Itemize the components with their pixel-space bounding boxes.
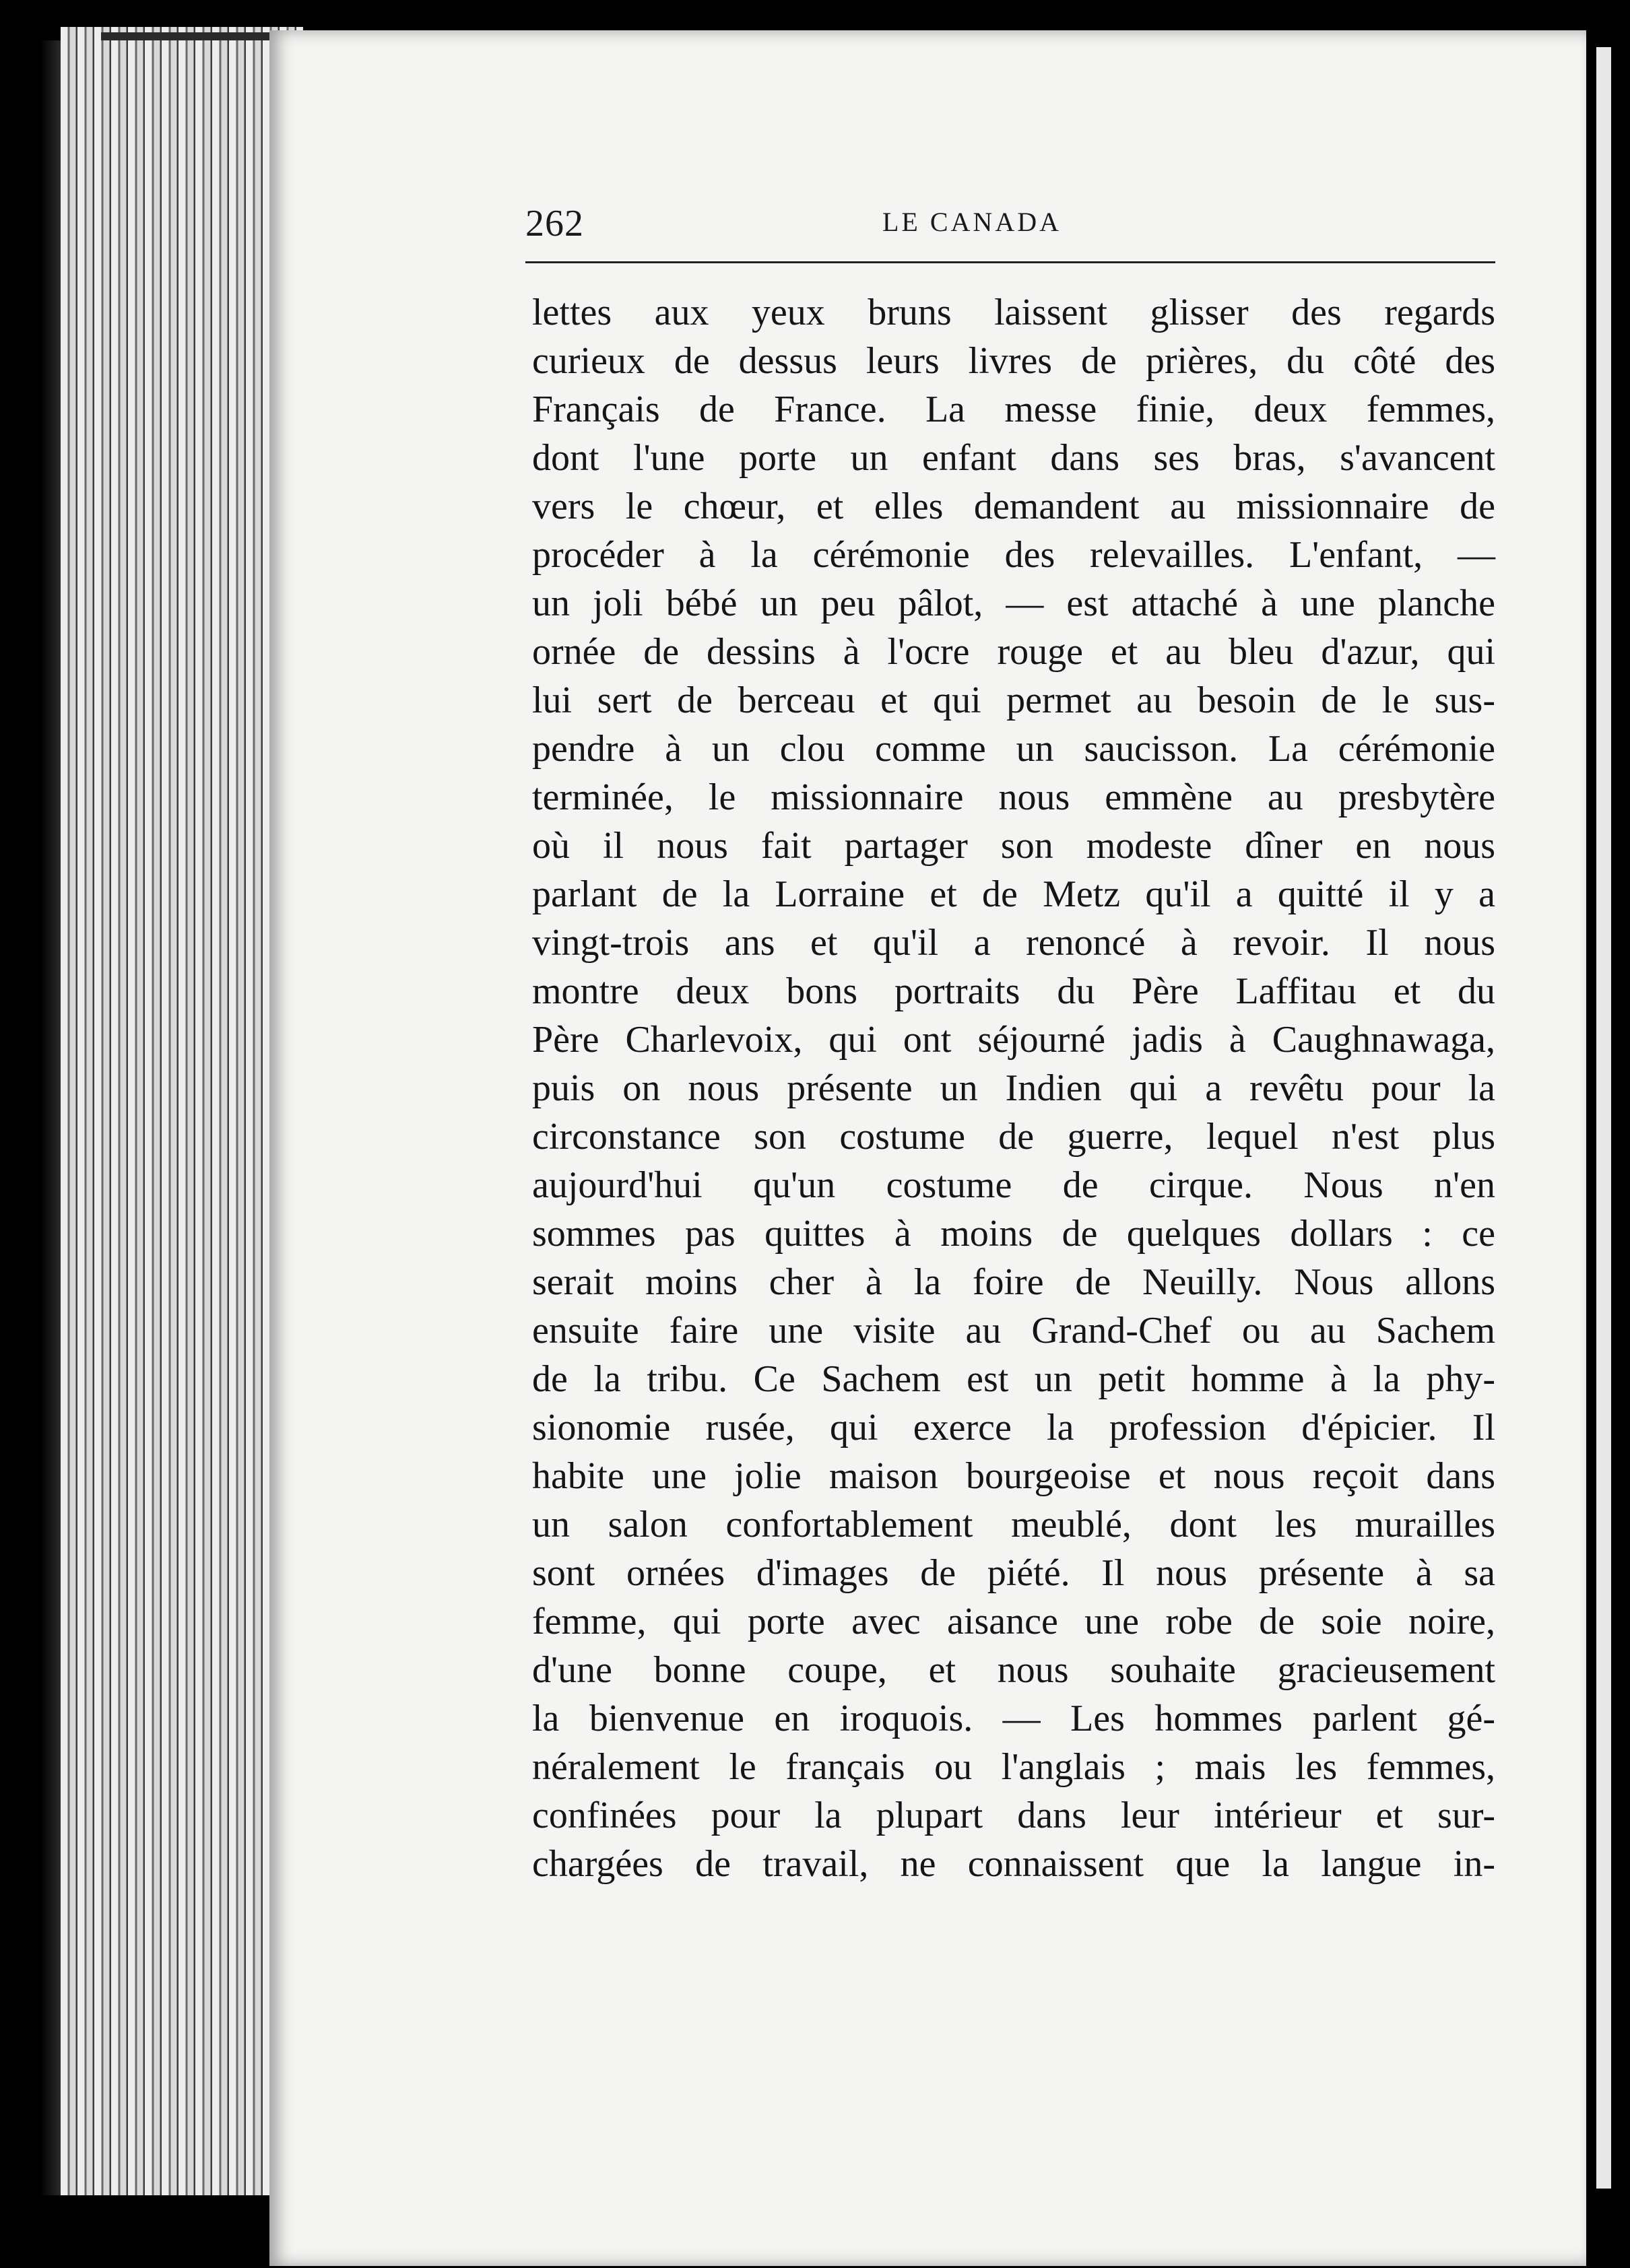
text-line: néralement le français ou l'anglais ; mais les femmes, (532, 1746, 1495, 1788)
next-page-edge (1596, 47, 1611, 2189)
text-line: où il nous fait partager son modeste dîner en nous (532, 825, 1495, 867)
header-rule (525, 261, 1495, 263)
text-line: femme, qui porte avec aisance une robe de soie noire, (532, 1601, 1495, 1642)
text-line: serait moins cher à la foire de Neuilly. Nous allons (532, 1261, 1495, 1303)
body-text (532, 288, 1495, 1888)
text-line: circonstance son costume de guerre, lequel n'est plus (532, 1116, 1495, 1158)
stacked-page-edges (61, 27, 303, 2195)
text-line: puis on nous présente un Indien qui a revêtu pour la (532, 1067, 1495, 1109)
text-line: sommes pas quittes à moins de quelques dollars : ce (532, 1213, 1495, 1255)
text-line: de la tribu. Ce Sachem est un petit homme à la phy- (532, 1358, 1495, 1400)
page-number: 262 (525, 203, 584, 244)
text-line: vingt-trois ans et qu'il a renoncé à revoir. Il nous (532, 922, 1495, 964)
text-line: ornée de dessins à l'ocre rouge et au bleu d'azur, qui (532, 631, 1495, 673)
text-line: ensuite faire une visite au Grand-Chef ou au Sachem (532, 1310, 1495, 1352)
text-line: sont ornées d'images de piété. Il nous présente à sa (532, 1552, 1495, 1594)
running-head: LE CANADA (882, 207, 1062, 237)
page-header (525, 202, 1495, 256)
text-line: chargées de travail, ne connaissent que la langue in- (532, 1843, 1495, 1885)
text-line: aujourd'hui qu'un costume de cirque. Nous n'en (532, 1164, 1495, 1206)
text-line: vers le chœur, et elles demandent au missionnaire de (532, 486, 1495, 527)
text-line: procéder à la cérémonie des relevailles. L'enfant, — (532, 534, 1495, 576)
text-line: la bienvenue en iroquois. — Les hommes parlent gé- (532, 1698, 1495, 1739)
text-line: dont l'une porte un enfant dans ses bras, s'avancent (532, 437, 1495, 479)
text-line: Français de France. La messe finie, deux femmes, (532, 389, 1495, 430)
text-line: habite une jolie maison bourgeoise et nous reçoit dans (532, 1455, 1495, 1497)
text-line: curieux de dessus leurs livres de prières, du côté des (532, 340, 1495, 382)
text-line: Père Charlevoix, qui ont séjourné jadis à Caughnawaga, (532, 1019, 1495, 1061)
text-line: montre deux bons portraits du Père Laffitau et du (532, 970, 1495, 1012)
text-line: d'une bonne coupe, et nous souhaite gracieusement (532, 1649, 1495, 1691)
text-line: lui sert de berceau et qui permet au besoin de le sus- (532, 679, 1495, 721)
text-line: pendre à un clou comme un saucisson. La cérémonie (532, 728, 1495, 770)
text-line: confinées pour la plupart dans leur intérieur et sur- (532, 1795, 1495, 1836)
text-line: lettes aux yeux bruns laissent glisser des regards (532, 292, 1495, 333)
text-line: un salon confortablement meublé, dont les murailles (532, 1504, 1495, 1545)
text-line: un joli bébé un peu pâlot, — est attaché à une planche (532, 582, 1495, 624)
text-line: parlant de la Lorraine et de Metz qu'il a quitté il y a (532, 873, 1495, 915)
text-line: sionomie rusée, qui exerce la profession d'épicier. Il (532, 1407, 1495, 1448)
text-line: terminée, le missionnaire nous emmène au presbytère (532, 776, 1495, 818)
